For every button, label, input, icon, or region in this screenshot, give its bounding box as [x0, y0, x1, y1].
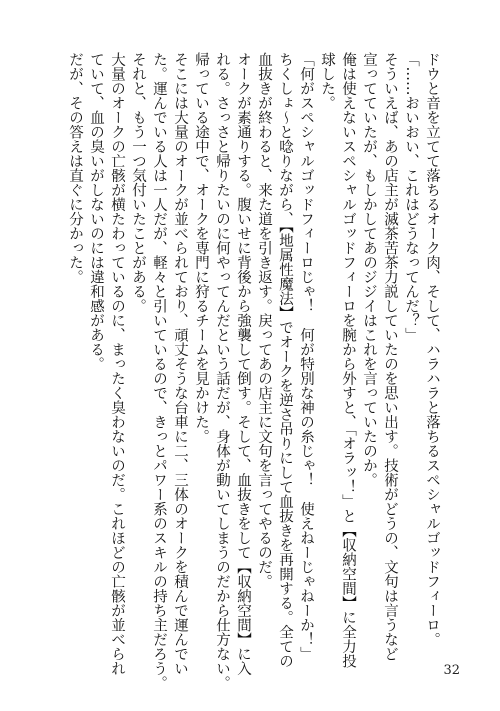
text-line: 血抜きが終わると、来た道を引き返す。戻ってあの店主に文句を言ってやるのだ。: [256, 52, 272, 589]
text-line: ていて、血の臭いがしないのには違和感がある。: [88, 52, 104, 371]
text-line: 大量のオークの亡骸が横たわっているのに、まったく臭わないのだ。これほどの亡骸が並べられ: [109, 52, 125, 676]
text-line: ちくしょ～と唸りながら、【地属性魔法】でオークを逆さ吊りにして血抜きを再開する。全ての: [277, 52, 293, 669]
text-line: れる。さっさと帰りたいのに何やってんだという話だが、身体が動いてしまうのだから仕方ない。: [214, 52, 230, 690]
vertical-text-block: [67, 52, 442, 690]
text-line: 「何がスペシャルゴッドフィーロじゃ！ 何が特別な神の糸じゃ！ 使えねーじゃねーか！」: [298, 52, 314, 661]
text-line: 俺は使えないスペシャルゴッドフィーロを腕から外すと、「オラッ！」と【収納空間】に全力投: [340, 52, 356, 669]
page-number: 32: [443, 663, 460, 678]
text-line: そういえば、あの店主が滅茶苦茶力説していたのを思い出す。技術がどうの、文句は言うなど: [382, 52, 398, 661]
text-line: オークが素通りする。腹いせに背後から強襲して倒す。そして、血抜きをして【収納空間】に入: [235, 52, 251, 676]
text-line: 球した。: [319, 52, 335, 110]
text-line: それと、もう一つ気付いたことがある。: [130, 52, 146, 313]
text-line: 宣ってていたが、もしかしてあのジジイはこれを言っていたのか。: [361, 52, 377, 487]
text-line: た。運んでいる人は一人だが、軽々と引いているので、きっとパワー系のスキルの持ち主だろう。: [151, 52, 167, 690]
text-line: 帰っている途中で、オークを専門に狩るチームを見かけた。: [193, 52, 209, 444]
text-line: そこには大量のオークが並べられており、頑丈そうな台車に二、三体のオークを積んで運んでい: [172, 52, 188, 676]
text-line: ドウと音を立てて落ちるオーク肉、そして、ハラハラと落ちるスペシャルゴッドフィーロ。: [424, 52, 440, 647]
text-line: 「……おいおい、これはどうなってんだ？」: [403, 52, 419, 342]
text-line: だが、その答えは直ぐに分かった。: [67, 52, 83, 284]
